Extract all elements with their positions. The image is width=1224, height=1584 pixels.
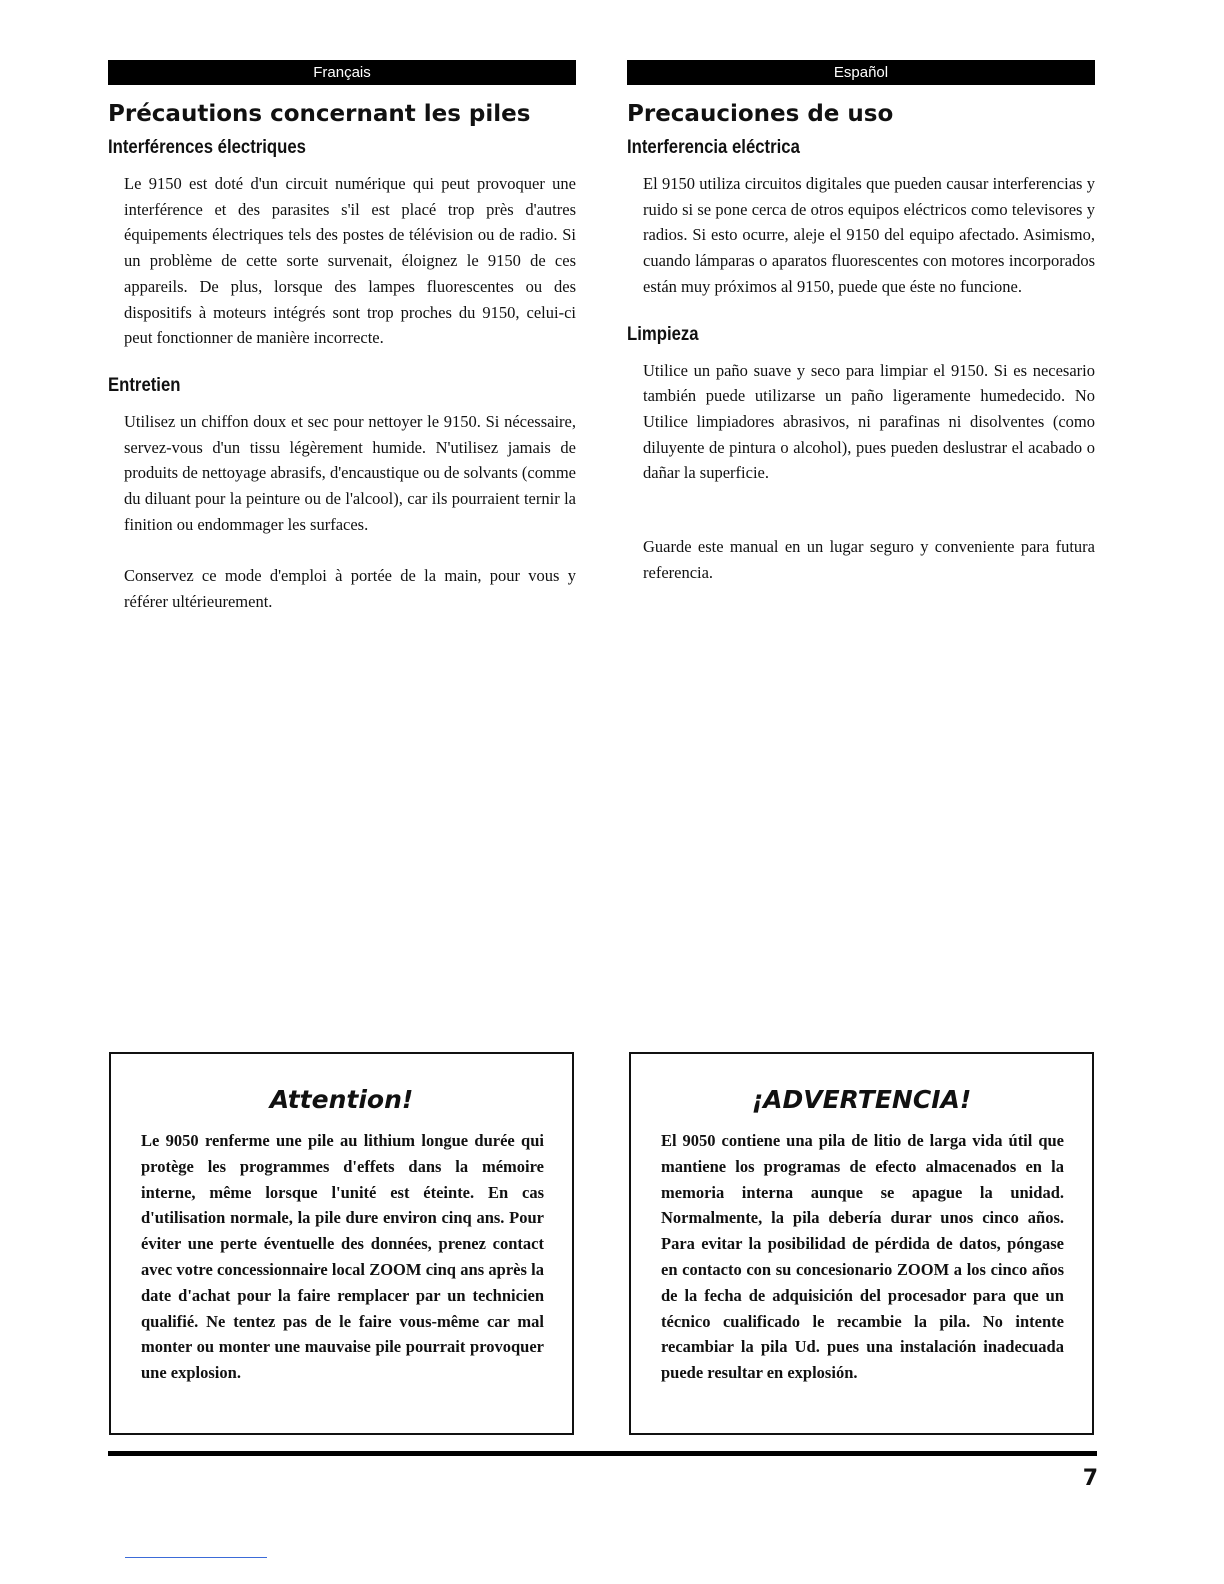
spanish-warning-text: El 9050 contiene una pila de litio de larga vida útil que mantiene los programas de efecto almacenados en la memoria interna aunque se apague la unidad. Normalmente, la pila debería durar unos cinco años. Para evitar la posibilidad de pérdida de datos, póngase en contacto con su concesionario ZOOM a los cinco años de la fecha de adquisición del procesador para que un técnico cualificado le recambie la pila. No intente recambiar la pila Ud. pues una instalación inadecuada puede resultar en explosión. <box>661 1131 1064 1383</box>
footer-link-line <box>125 1557 267 1558</box>
spanish-column <box>627 60 1095 585</box>
french-column <box>108 60 576 615</box>
spanish-interference-heading: Interferencia eléctrica <box>627 137 800 158</box>
french-warning-box <box>109 1052 574 1435</box>
spanish-warning-title: ¡ADVERTENCIA! <box>751 1085 972 1114</box>
spanish-cleaning-heading: Limpieza <box>627 323 699 345</box>
spanish-cleaning-text: Utilice un paño suave y seco para limpiar el 9150. Si es necesario también puede utilizarse un paño ligeramente humedecido. No Utilice limpiadores abrasivos, ni parafinas ni disolventes (como diluyente de pintura o alcohol), pues pueden deslustrar el acabado o dañar la superficie. <box>643 360 1095 483</box>
french-maintenance-heading: Entretien <box>108 374 181 396</box>
french-warning-title: Attention! <box>269 1085 414 1114</box>
french-warning-text: Le 9050 renferme une pile au lithium longue durée qui protège les programmes d'effets dans la mémoire interne, même lorsque l'unité est éteinte. En cas d'utilisation normale, la pile dure environ cinq ans. Pour éviter une perte éventuelle des données, prenez contact avec votre concessionnaire local ZOOM cinq ans après la date d'achat pour la faire remplacer par un technicien qualifié. Ne tentez pas de le faire vous-même car mal monter ou monter une mauvaise pile pourrait provoquer une explosion. <box>141 1131 544 1383</box>
footer-rule <box>108 1451 1097 1456</box>
spanish-language-bar: Español <box>627 60 1095 85</box>
spanish-keep-note: Guarde este manual en un lugar seguro y conveniente para futura referencia. <box>643 537 1095 582</box>
spanish-warning-box <box>629 1052 1094 1435</box>
french-language-bar: Français <box>108 60 576 85</box>
page-number: 7 <box>1082 1466 1098 1491</box>
french-maintenance-text: Utilisez un chiffon doux et sec pour nettoyer le 9150. Si nécessaire, servez-vous d'un tissu légèrement humide. N'utilisez jamais de produits de nettoyage abrasifs, d'encaustique ou de solvants (comme du diluant pour la peinture ou de l'alcool), car ils pourraient ternir la finition ou endommager les surfaces. <box>124 411 576 534</box>
spanish-interference-text: El 9150 utiliza circuitos digitales que pueden causar interferencias y ruido si se pone cerca de otros equipos eléctricos como televisores y radios. Si esto ocurre, aleje el 9150 del equipo afectado. Asimismo, cuando lámparas o aparatos fluorescentes con motores incorporados están muy próximos al 9150, puede que éste no funcione. <box>643 174 1095 296</box>
french-interference-heading: Interférences électriques <box>108 137 306 158</box>
french-interference-text: Le 9150 est doté d'un circuit numérique qui peut provoquer une interférence et des parasites s'il est placé trop près d'autres équipements électriques tels des postes de télévision ou de radio. Si un problème de cette sorte survenait, éloignez le 9150 de ces appareils. De plus, lorsque des lampes fluorescentes ou des dispositifs à moteurs intégrés sont trop proches du 9150, celui-ci peut fonctionner de manière incorrecte. <box>124 174 576 348</box>
spanish-page-title: Precauciones de uso <box>627 101 894 127</box>
french-page-title: Précautions concernant les piles <box>108 101 531 127</box>
french-keep-note: Conservez ce mode d'emploi à portée de la main, pour vous y référer ultérieurement. <box>124 566 576 612</box>
